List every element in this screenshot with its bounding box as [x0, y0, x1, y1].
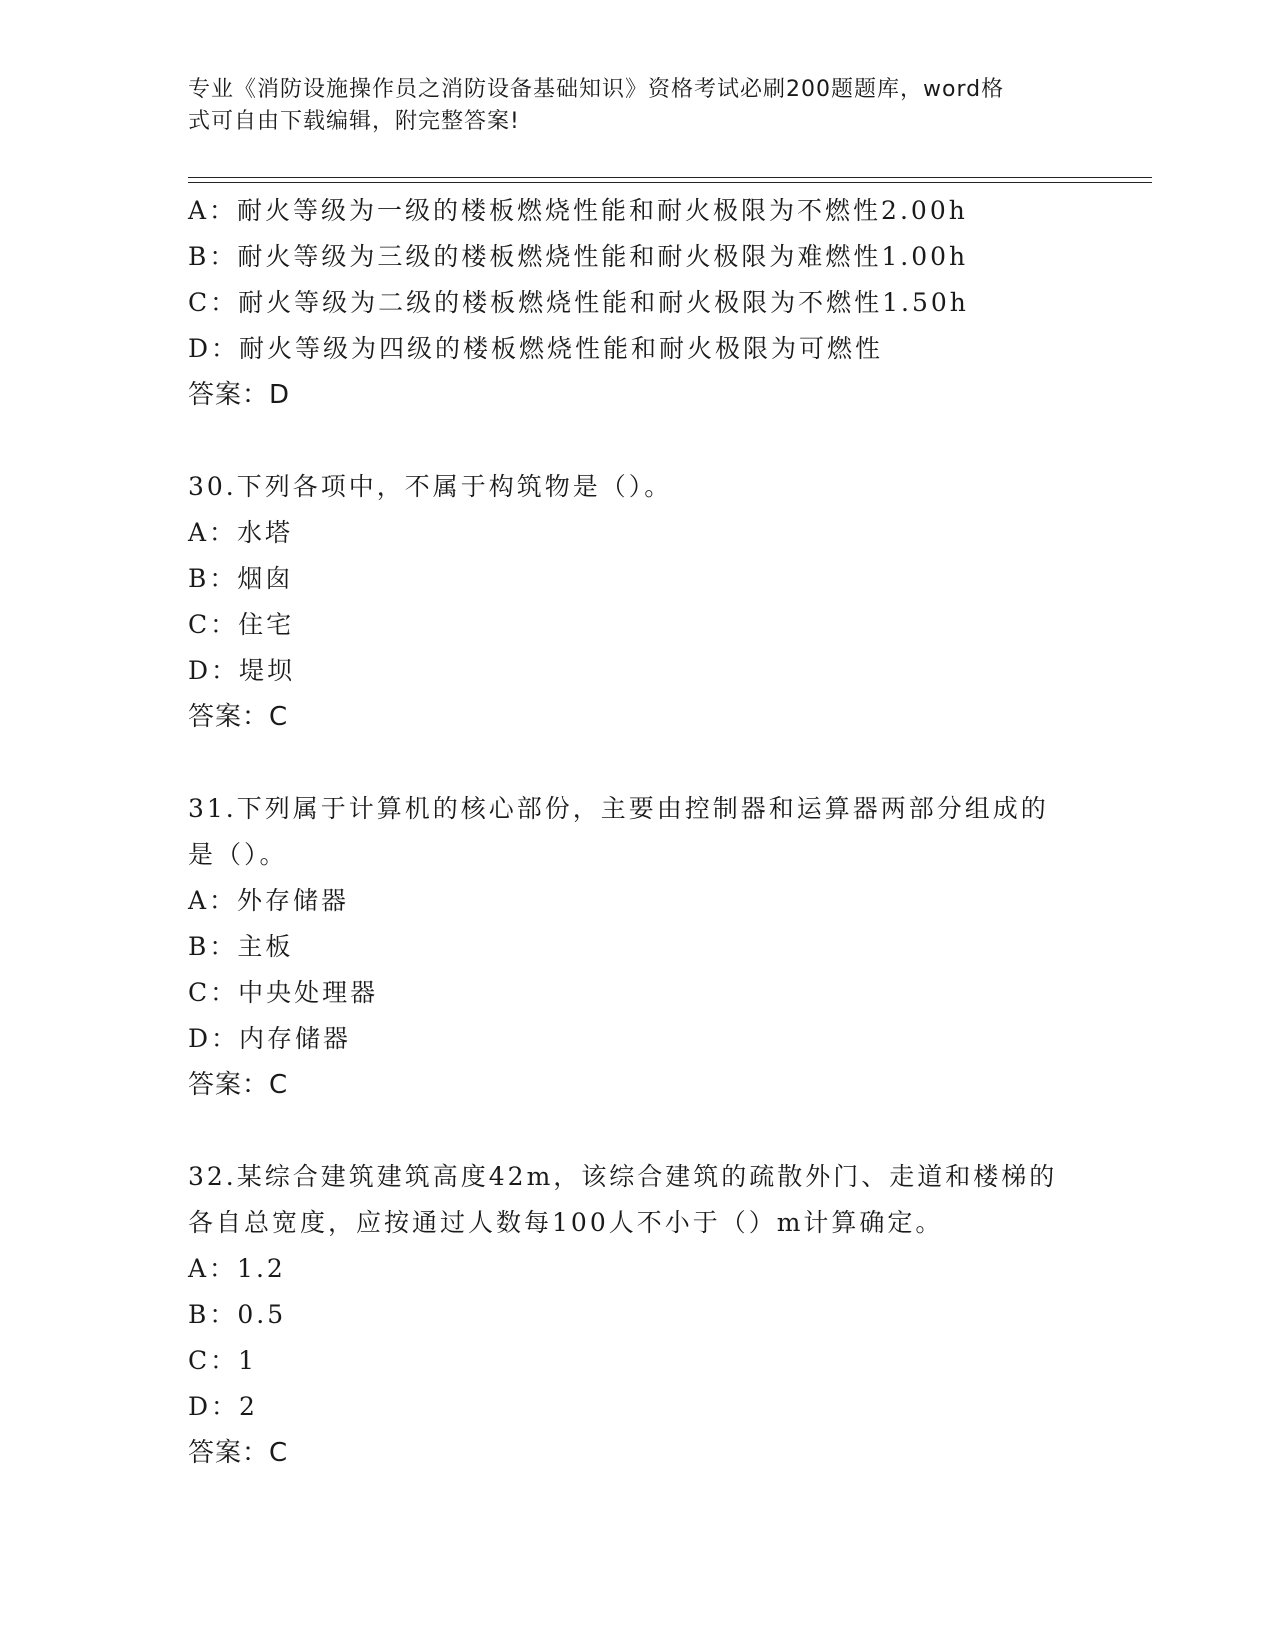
question-block-31	[188, 786, 1088, 1108]
option-b: B：烟囱	[188, 564, 294, 593]
header-line-1: 专业《消防设施操作员之消防设备基础知识》资格考试必刷200题题库，word格	[188, 77, 1005, 102]
header-line-2: 式可自由下载编辑，附完整答案!	[188, 109, 520, 134]
question-stem: 31.下列属于计算机的核心部份，主要由控制器和运算器两部分组成的	[188, 794, 1049, 823]
option-a: A：外存储器	[188, 886, 350, 915]
option-b: B：0.5	[188, 1300, 287, 1329]
answer-line: 答案：C	[188, 702, 289, 732]
question-content	[188, 188, 1088, 1476]
option-c: C：耐火等级为二级的楼板燃烧性能和耐火极限为不燃性1.50h	[188, 288, 969, 317]
option-a: A：耐火等级为一级的楼板燃烧性能和耐火极限为不燃性2.00h	[188, 196, 968, 225]
option-a: A：1.2	[188, 1254, 286, 1283]
option-c: C：中央处理器	[188, 978, 379, 1007]
question-block-30	[188, 464, 1088, 740]
option-d: D：耐火等级为四级的楼板燃烧性能和耐火极限为可燃性	[188, 334, 884, 363]
option-b: B：主板	[188, 932, 294, 961]
answer-line: 答案：C	[188, 1438, 289, 1468]
answer-line: 答案：C	[188, 1070, 289, 1100]
question-stem-continued: 是（）。	[188, 840, 288, 869]
option-d: D：内存储器	[188, 1024, 352, 1053]
question-stem: 32.某综合建筑建筑高度42m，该综合建筑的疏散外门、走道和楼梯的	[188, 1162, 1058, 1191]
document-header	[188, 74, 1068, 138]
question-block-32	[188, 1154, 1088, 1476]
header-divider-bottom	[188, 182, 1152, 183]
question-stem: 30.下列各项中，不属于构筑物是（）。	[188, 472, 673, 501]
option-c: C：1	[188, 1346, 258, 1375]
option-a: A：水塔	[188, 518, 294, 547]
option-d: D：2	[188, 1392, 258, 1421]
option-b: B：耐火等级为三级的楼板燃烧性能和耐火极限为难燃性1.00h	[188, 242, 969, 271]
answer-line: 答案：D	[188, 380, 291, 410]
spacer	[188, 1108, 1088, 1154]
spacer	[188, 740, 1088, 786]
header-divider-top	[188, 177, 1152, 178]
question-stem-continued: 各自总宽度，应按通过人数每100人不小于（）m计算确定。	[188, 1208, 944, 1237]
question-block-29	[188, 188, 1088, 418]
spacer	[188, 418, 1088, 464]
option-c: C：住宅	[188, 610, 295, 639]
option-d: D：堤坝	[188, 656, 296, 685]
